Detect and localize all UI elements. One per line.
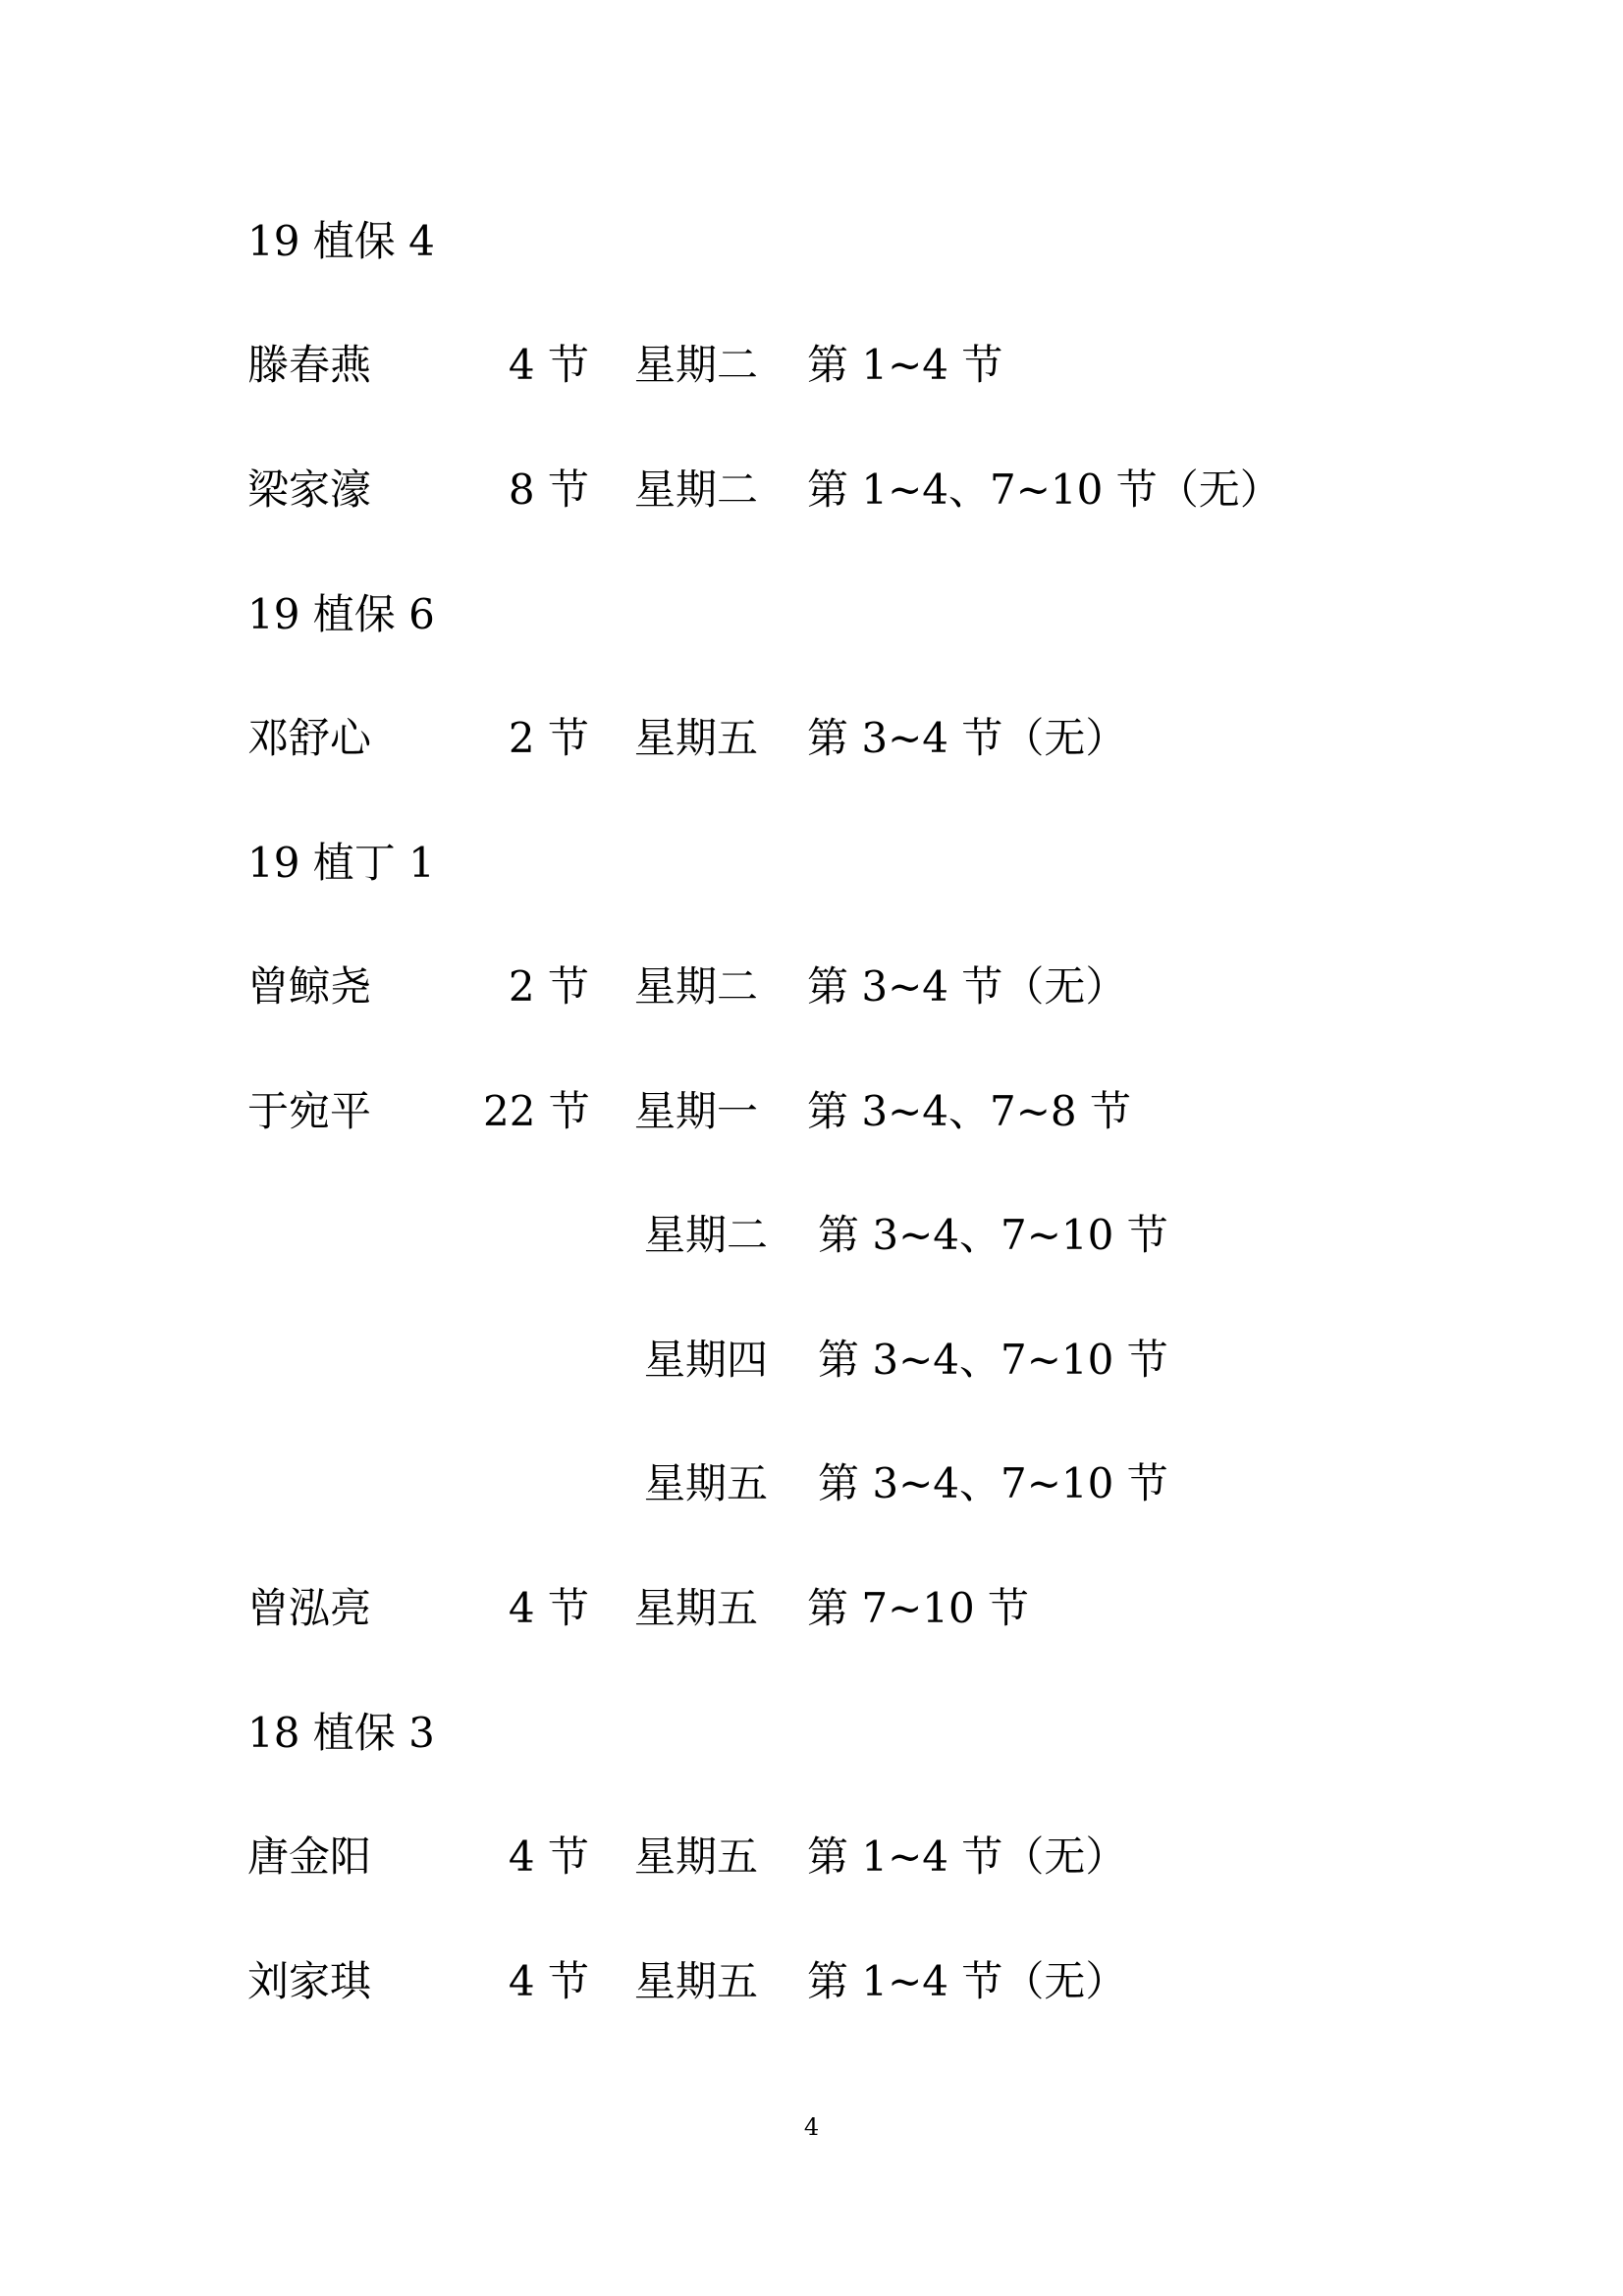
periods: 第 1~4、7~10 节（无） [807,465,1281,514]
student-name: 曾鲸尧 [247,962,372,1011]
hours: 4 节 [508,1584,589,1632]
periods: 第 1~4 节（无） [807,1832,1127,1881]
page-number: 4 [803,2113,820,2141]
weekday: 星期二 [634,465,759,514]
weekday: 星期二 [644,1211,769,1259]
class-title: 19 植保 6 [247,590,435,638]
weekday: 星期五 [634,1957,759,2005]
hours: 4 节 [508,1957,589,2005]
hours: 2 节 [508,714,589,762]
hours: 22 节 [483,1087,590,1135]
periods: 第 3~4、7~8 节 [807,1087,1131,1135]
hours: 8 节 [508,465,589,514]
class-title: 18 植保 3 [247,1709,435,1757]
periods: 第 1~4 节（无） [807,1957,1127,2005]
hours: 4 节 [508,341,589,389]
weekday: 星期五 [634,714,759,762]
periods: 第 3~4、7~10 节 [818,1211,1168,1259]
weekday: 星期二 [634,962,759,1011]
weekday: 星期五 [634,1832,759,1881]
class-title: 19 植丁 1 [247,839,435,887]
periods: 第 7~10 节 [807,1584,1030,1632]
periods: 第 3~4、7~10 节 [818,1459,1168,1507]
periods: 第 3~4、7~10 节 [818,1336,1168,1384]
student-name: 于宛平 [247,1087,372,1135]
weekday: 星期四 [644,1336,769,1384]
periods: 第 3~4 节（无） [807,962,1127,1011]
student-name: 邓舒心 [247,714,372,762]
weekday: 星期一 [634,1087,759,1135]
weekday: 星期二 [634,341,759,389]
weekday: 星期五 [644,1459,769,1507]
hours: 4 节 [508,1832,589,1881]
student-name: 梁家濠 [247,465,372,514]
student-name: 滕春燕 [247,341,372,389]
student-name: 刘家琪 [247,1957,372,2005]
weekday: 星期五 [634,1584,759,1632]
student-name: 曾泓亮 [247,1584,372,1632]
hours: 2 节 [508,962,589,1011]
periods: 第 3~4 节（无） [807,714,1127,762]
periods: 第 1~4 节 [807,341,1003,389]
class-title: 19 植保 4 [247,217,435,265]
student-name: 唐金阳 [247,1832,372,1881]
